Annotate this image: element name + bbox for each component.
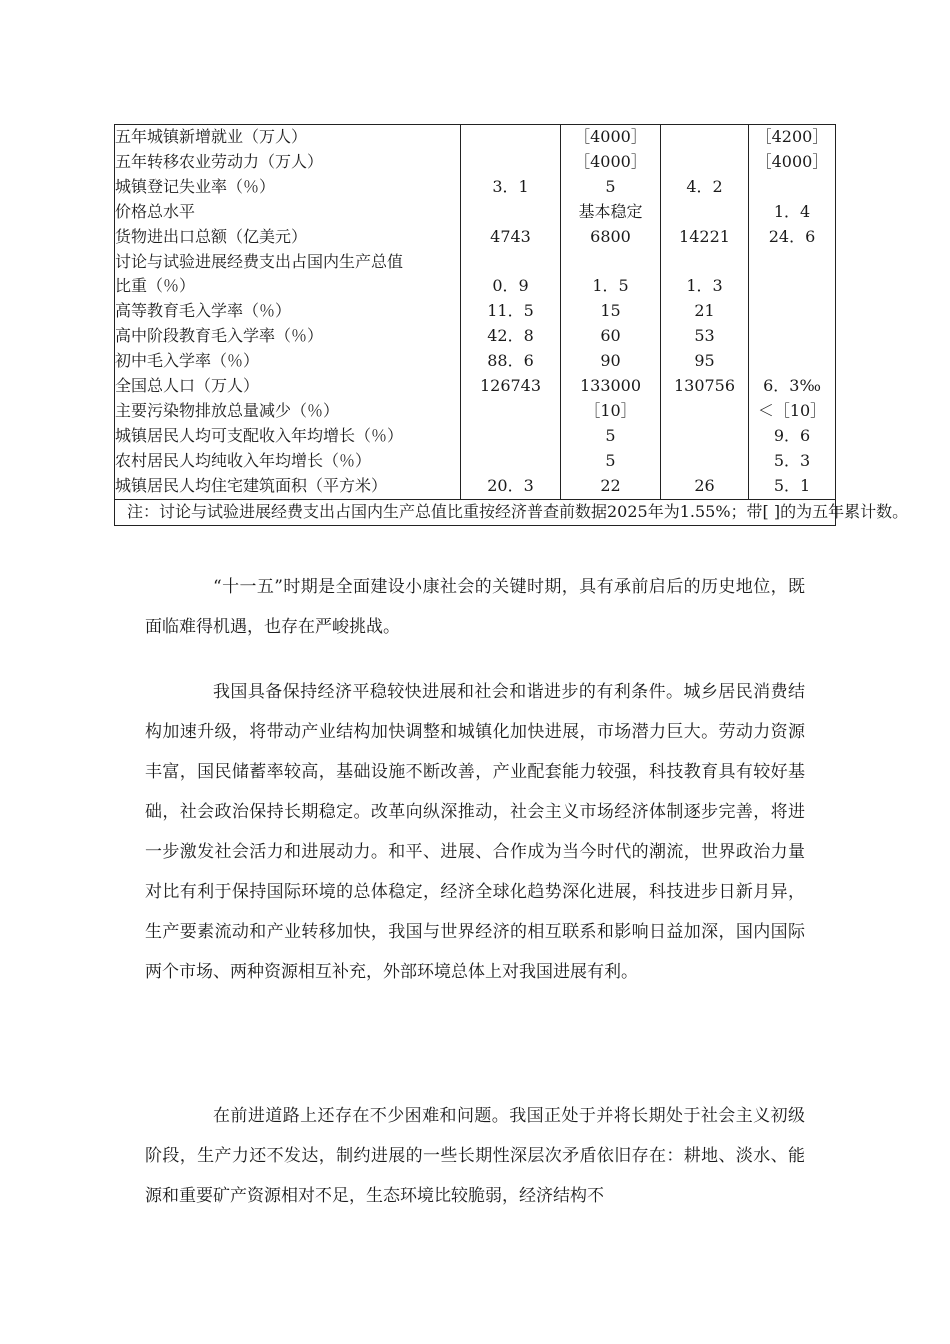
cell-2010-target: 133000 xyxy=(561,374,661,399)
cell-growth xyxy=(749,250,836,275)
row-label: 五年转移农业劳动力（万人） xyxy=(115,150,461,175)
cell-2005-actual: 20．3 xyxy=(461,474,561,499)
table-row xyxy=(115,274,836,299)
cell-2010-target: 6800 xyxy=(561,225,661,250)
cell-2005-actual: 126743 xyxy=(461,374,561,399)
cell-growth: ［4200］ xyxy=(749,125,836,150)
cell-2005-actual: 4743 xyxy=(461,225,561,250)
table-row xyxy=(115,349,836,374)
table-row xyxy=(115,449,836,474)
row-label: 主要污染物排放总量减少（％） xyxy=(115,399,461,424)
table-row xyxy=(115,175,836,200)
cell-2010-target: ［10］ xyxy=(561,399,661,424)
cell-growth xyxy=(749,175,836,200)
row-label: 城镇居民人均住宅建筑面积（平方米） xyxy=(115,474,461,499)
cell-2010-target: 90 xyxy=(561,349,661,374)
paragraph-2: 我国具备保持经济平稳较快进展和社会和谐进步的有利条件。城乡居民消费结构加速升级，将带动产业结构加快调整和城镇化加快进展，市场潜力巨大。劳动力资源丰富，国民储蓄率较高，基础设施不断改善，产业配套能力较强，科技教育具有较好基础，社会政治保持长期稳定。改革向纵深推动，社会主义市场经济体制逐步完善，将进一步激发社会活力和进展动力。和平、进展、合作成为当今时代的潮流，世界政治力量对比有利于保持国际环境的总体稳定，经济全球化趋势深化进展，科技进步日新月异，生产要素流动和产业转移加快，我国与世界经济的相互联系和影响日益加深，国内国际两个市场、两种资源相互补充，外部环境总体上对我国进展有利。 xyxy=(145,682,805,982)
cell-2010-target: ［4000］ xyxy=(561,125,661,150)
cell-2010-target: 60 xyxy=(561,324,661,349)
table-note-text: 注：讨论与试验进展经费支出占国内生产总值比重按经济普查前数据2025年为1.55%；带[ ]的为五年累计数。 xyxy=(127,501,909,521)
row-label: 高等教育毛入学率（％） xyxy=(115,299,461,324)
row-label: 初中毛入学率（％） xyxy=(115,349,461,374)
cell-growth xyxy=(749,299,836,324)
cell-2010-actual: 130756 xyxy=(661,374,749,399)
table-row xyxy=(115,324,836,349)
cell-2005-actual xyxy=(461,150,561,175)
cell-2010-actual xyxy=(661,399,749,424)
cell-2005-actual xyxy=(461,424,561,449)
cell-2005-actual: 42．8 xyxy=(461,324,561,349)
cell-2010-actual xyxy=(661,449,749,474)
row-label: 讨论与试验进展经费支出占国内生产总值 xyxy=(115,250,461,275)
cell-2005-actual xyxy=(461,449,561,474)
row-label: 比重（％） xyxy=(115,274,461,299)
cell-2010-actual xyxy=(661,200,749,225)
table-row xyxy=(115,125,836,150)
table-row xyxy=(115,250,836,275)
paragraph-1: “十一五”时期是全面建设小康社会的关键时期，具有承前启后的历史地位，既面临难得机遇，也存在严峻挑战。 xyxy=(145,577,805,637)
cell-2010-actual xyxy=(661,250,749,275)
cell-growth: ［4000］ xyxy=(749,150,836,175)
cell-2010-target: 15 xyxy=(561,299,661,324)
cell-growth: 9．6 xyxy=(749,424,836,449)
table-note xyxy=(115,499,909,525)
cell-2010-actual: 21 xyxy=(661,299,749,324)
cell-growth: 1．4 xyxy=(749,200,836,225)
cell-2010-actual xyxy=(661,424,749,449)
table-row xyxy=(115,474,836,499)
table-body xyxy=(115,125,909,526)
cell-2010-target: 基本稳定 xyxy=(561,200,661,225)
cell-2005-actual xyxy=(461,399,561,424)
cell-growth: 5．1 xyxy=(749,474,836,499)
row-label: 城镇居民人均可支配收入年均增长（％） xyxy=(115,424,461,449)
cell-2010-target: 5 xyxy=(561,449,661,474)
cell-2005-actual xyxy=(461,200,561,225)
cell-2005-actual xyxy=(461,125,561,150)
cell-2005-actual: 88．6 xyxy=(461,349,561,374)
cell-2010-actual: 1．3 xyxy=(661,274,749,299)
cell-growth: 5．3 xyxy=(749,449,836,474)
cell-2010-actual: 53 xyxy=(661,324,749,349)
cell-growth xyxy=(749,274,836,299)
cell-growth: 6．3‰ xyxy=(749,374,836,399)
row-label: 货物进出口总额（亿美元） xyxy=(115,225,461,250)
cell-2005-actual: 11．5 xyxy=(461,299,561,324)
cell-2005-actual: 0．9 xyxy=(461,274,561,299)
cell-2010-target xyxy=(561,250,661,275)
cell-2010-target: ［4000］ xyxy=(561,150,661,175)
cell-2010-actual: 26 xyxy=(661,474,749,499)
cell-2010-actual: 4．2 xyxy=(661,175,749,200)
table-row xyxy=(115,225,836,250)
cell-growth xyxy=(749,324,836,349)
table-row xyxy=(115,150,836,175)
cell-growth: ＜［10］ xyxy=(749,399,836,424)
row-label: 价格总水平 xyxy=(115,200,461,225)
row-label: 五年城镇新增就业（万人） xyxy=(115,125,461,150)
cell-2010-actual: 95 xyxy=(661,349,749,374)
row-label: 城镇登记失业率（％） xyxy=(115,175,461,200)
table-row xyxy=(115,374,836,399)
table-row xyxy=(115,200,836,225)
cell-2010-target: 1．5 xyxy=(561,274,661,299)
cell-growth xyxy=(749,349,836,374)
cell-2010-target: 22 xyxy=(561,474,661,499)
indicator-table xyxy=(114,124,909,526)
table-note-row xyxy=(115,499,836,525)
cell-2010-actual xyxy=(661,125,749,150)
paragraph-3: 在前进道路上还存在不少困难和问题。我国正处于并将长期处于社会主义初级阶段，生产力还不发达，制约进展的一些长期性深层次矛盾依旧存在：耕地、淡水、能源和重要矿产资源相对不足，生态环境比较脆弱，经济结构不 xyxy=(145,1106,805,1206)
cell-2005-actual xyxy=(461,250,561,275)
cell-2010-target: 5 xyxy=(561,424,661,449)
table-row xyxy=(115,299,836,324)
row-label: 全国总人口（万人） xyxy=(115,374,461,399)
row-label: 高中阶段教育毛入学率（％） xyxy=(115,324,461,349)
cell-growth: 24．6 xyxy=(749,225,836,250)
cell-2010-actual xyxy=(661,150,749,175)
table-row xyxy=(115,399,836,424)
table-row xyxy=(115,424,836,449)
cell-2005-actual: 3．1 xyxy=(461,175,561,200)
cell-2010-target: 5 xyxy=(561,175,661,200)
row-label: 农村居民人均纯收入年均增长（％） xyxy=(115,449,461,474)
cell-2010-actual: 14221 xyxy=(661,225,749,250)
